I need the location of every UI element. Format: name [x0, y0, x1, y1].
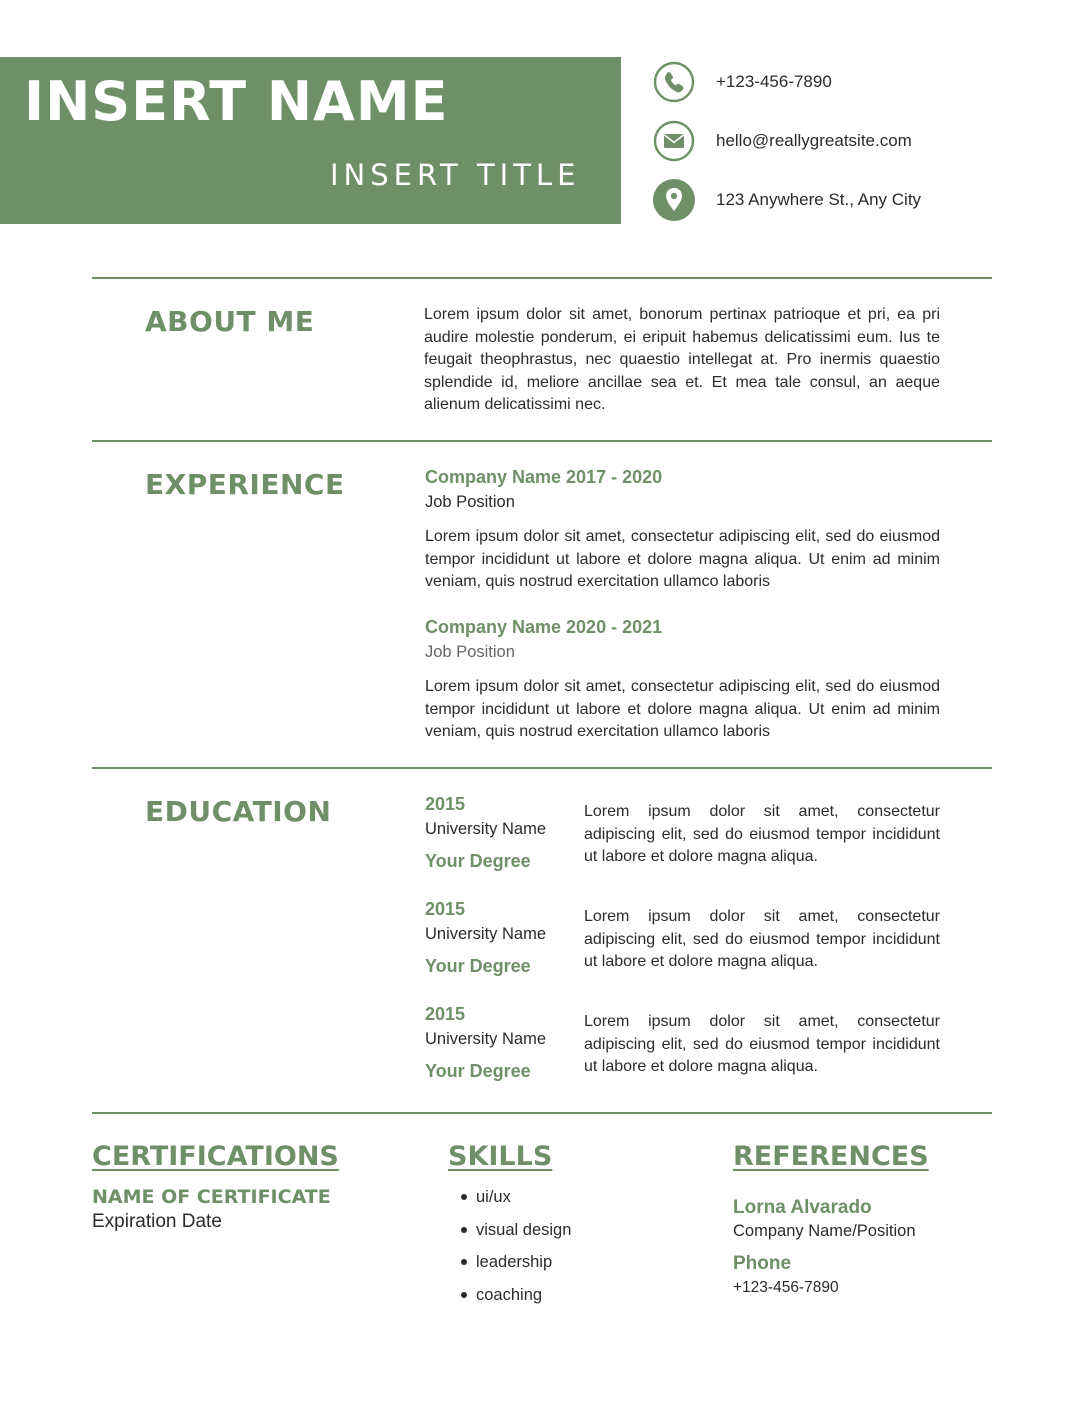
- location-pin-icon: [653, 179, 695, 221]
- education-year: 2015: [425, 1004, 466, 1024]
- skills-heading: SKILLS: [448, 1141, 553, 1172]
- experience-description: Lorem ipsum dolor sit amet, consectetur adipiscing elit, sed do eiusmod tempor incididunt ut labore et dolore magna aliqua. Ut enim ad minim veniam, quis nostrud exercitation ullamco laboris: [425, 678, 940, 740]
- section-divider: [92, 440, 992, 442]
- contact-email-row: [653, 120, 912, 162]
- reference-name: Lorna Alvarado: [733, 1197, 872, 1218]
- experience-company: Company Name 2017 - 2020: [425, 467, 663, 487]
- skill-label: leadership: [476, 1253, 553, 1272]
- reference-company: Company Name/Position: [733, 1222, 916, 1240]
- certificate-expiration: Expiration Date: [92, 1211, 222, 1232]
- education-university: University Name: [425, 925, 547, 943]
- skill-item: [459, 1186, 571, 1219]
- contact-phone-row: [653, 61, 832, 103]
- experience-position: Job Position: [425, 643, 515, 661]
- contact-address-row: [653, 179, 921, 221]
- reference-phone: +123-456-7890: [733, 1279, 839, 1296]
- skills-list: [459, 1186, 571, 1317]
- contact-email: hello@reallygreatsite.com: [716, 131, 912, 150]
- contact-address: 123 Anywhere St., Any City: [716, 190, 922, 209]
- resume-title: INSERT TITLE: [330, 158, 581, 192]
- education-degree: Your Degree: [425, 956, 531, 976]
- education-year: 2015: [425, 794, 466, 814]
- phone-icon: [653, 61, 695, 103]
- references-heading: REFERENCES: [733, 1141, 929, 1172]
- experience-position: Job Position: [425, 493, 515, 511]
- bullet-icon: [461, 1292, 467, 1298]
- education-year: 2015: [425, 899, 466, 919]
- education-description: Lorem ipsum dolor sit amet, consectetur adipiscing elit, sed do eiusmod tempor incididunt ut labore et dolore magna aliqua.: [584, 1013, 940, 1075]
- bullet-icon: [461, 1227, 467, 1233]
- skill-label: visual design: [476, 1220, 572, 1239]
- about-text: Lorem ipsum dolor sit amet, bonorum pertinax patrioque et pri, ea pri audire molestie ponderum, ei eripuit habemus delicatissimi eum. Ius te feugait theophrastus, nec quaestio intellegat at. Pro inermis quaestio splendide id, meliore ancillae sea et. Et mea tale consul, an aeque alienum delicatissimi nec.: [424, 306, 940, 413]
- about-heading: ABOUT ME: [145, 305, 315, 338]
- education-description: Lorem ipsum dolor sit amet, consectetur adipiscing elit, sed do eiusmod tempor incididunt ut labore et dolore magna aliqua.: [584, 908, 940, 970]
- resume-name: INSERT NAME: [24, 70, 449, 133]
- education-degree: Your Degree: [425, 1061, 531, 1081]
- certificate-name: NAME OF CERTIFICATE: [92, 1186, 331, 1208]
- experience-heading: EXPERIENCE: [145, 468, 345, 501]
- education-description: Lorem ipsum dolor sit amet, consectetur adipiscing elit, sed do eiusmod tempor incididunt ut labore et dolore magna aliqua.: [584, 803, 940, 865]
- reference-phone-label: Phone: [733, 1253, 792, 1274]
- certifications-heading: CERTIFICATIONS: [92, 1141, 339, 1172]
- bullet-icon: [461, 1194, 467, 1200]
- section-divider: [92, 767, 992, 769]
- education-university: University Name: [425, 1030, 547, 1048]
- bullet-icon: [461, 1259, 467, 1265]
- skill-item: [459, 1284, 571, 1317]
- experience-description: Lorem ipsum dolor sit amet, consectetur adipiscing elit, sed do eiusmod tempor incididunt ut labore et dolore magna aliqua. Ut enim ad minim veniam, quis nostrud exercitation ullamco laboris: [425, 528, 940, 590]
- skill-label: coaching: [476, 1286, 543, 1305]
- section-divider: [92, 1112, 992, 1114]
- skill-item: [459, 1219, 571, 1252]
- education-university: University Name: [425, 820, 547, 838]
- skill-item: [459, 1251, 571, 1284]
- contact-phone: +123-456-7890: [716, 72, 832, 91]
- education-degree: Your Degree: [425, 851, 531, 871]
- section-divider: [92, 277, 992, 279]
- experience-company: Company Name 2020 - 2021: [425, 617, 663, 637]
- envelope-icon: [653, 120, 695, 162]
- education-heading: EDUCATION: [145, 795, 332, 828]
- skill-label: ui/ux: [476, 1188, 511, 1206]
